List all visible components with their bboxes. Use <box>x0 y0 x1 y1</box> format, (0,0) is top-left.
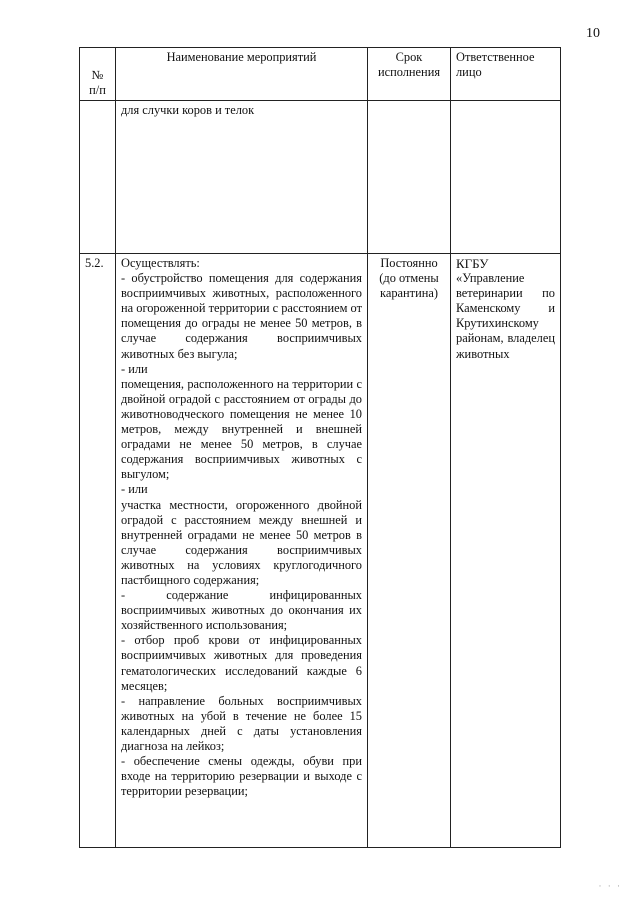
page-number: 10 <box>586 26 600 41</box>
measures-table <box>79 47 561 848</box>
row-number: 5.2. <box>80 254 116 848</box>
measure-text: помещения, расположенного на территории с двойной оградой с расстоянием от ограды до животноводческого помещения не менее 10 метров, между внутренней и внешней оградами не менее 50 метров, в случае содержания восприимчивых животных с выгулом; <box>121 376 362 482</box>
row-measure <box>116 254 368 848</box>
header-number-abbr: п/п <box>89 82 106 97</box>
responsible-org: КГБУ <box>456 256 489 271</box>
term-text: (до отмены <box>379 271 439 286</box>
header-number-symbol: № <box>91 67 104 82</box>
header-resp-line2: лицо <box>456 65 482 80</box>
header-number <box>80 48 116 101</box>
measure-text: - отбор проб крови от инфицированных восприимчивых животных для проведения гематологических исследований каждые 6 месяцев; <box>121 633 362 693</box>
row-number <box>80 101 116 254</box>
table-row <box>80 254 561 848</box>
table-row <box>80 101 561 254</box>
measure-text: - обустройство помещения для содержания восприимчивых животных, расположенного на огороженной территории с расстоянием от помещения до ограды не менее 50 метров, в случае содержания восприимчивых животных без выгула; <box>121 271 362 361</box>
measure-text: участка местности, огороженного двойной оградой с расстоянием между внешней и внутренней оградами не менее 50 метров в случае содержания восприимчивых животных на условиях круглогодичного пастбищного содержания; <box>121 497 362 587</box>
header-term <box>368 48 451 101</box>
header-term-line1: Срок <box>395 50 423 64</box>
measure-text: - содержание инфицированных восприимчивых животных до окончания их хозяйственного использования; <box>121 588 362 633</box>
header-resp-line1: Ответственное <box>456 50 535 64</box>
row-measure <box>116 101 368 254</box>
measure-text: - направление больных восприимчивых животных на убой в течение не более 15 календарных дней с даты установления диагноза на лейкоз; <box>121 693 362 753</box>
measure-text: - или <box>121 482 148 497</box>
term-text: Постоянно <box>380 256 438 270</box>
measure-text: - или <box>121 361 148 376</box>
scan-artifact: · · · <box>598 881 622 891</box>
header-term-line2: исполнения <box>377 65 441 79</box>
table-header-row <box>80 48 561 101</box>
row-responsible <box>451 254 561 848</box>
row-term <box>368 254 451 848</box>
row-term <box>368 101 451 254</box>
row-responsible <box>451 101 561 254</box>
measure-text: Осуществлять: <box>121 256 200 270</box>
measure-text: - обеспечение смены одежды, обуви при входе на территорию резервации и выходе с территории резервации; <box>121 754 362 799</box>
measure-text: для случки коров и телок <box>121 103 255 117</box>
term-text: карантина) <box>380 286 438 301</box>
header-name: Наименование мероприятий <box>116 48 368 101</box>
responsible-text: «Управление ветеринарии по Каменскому и Крутихинскому районам, владелец животных <box>456 271 555 361</box>
header-responsible <box>451 48 561 101</box>
